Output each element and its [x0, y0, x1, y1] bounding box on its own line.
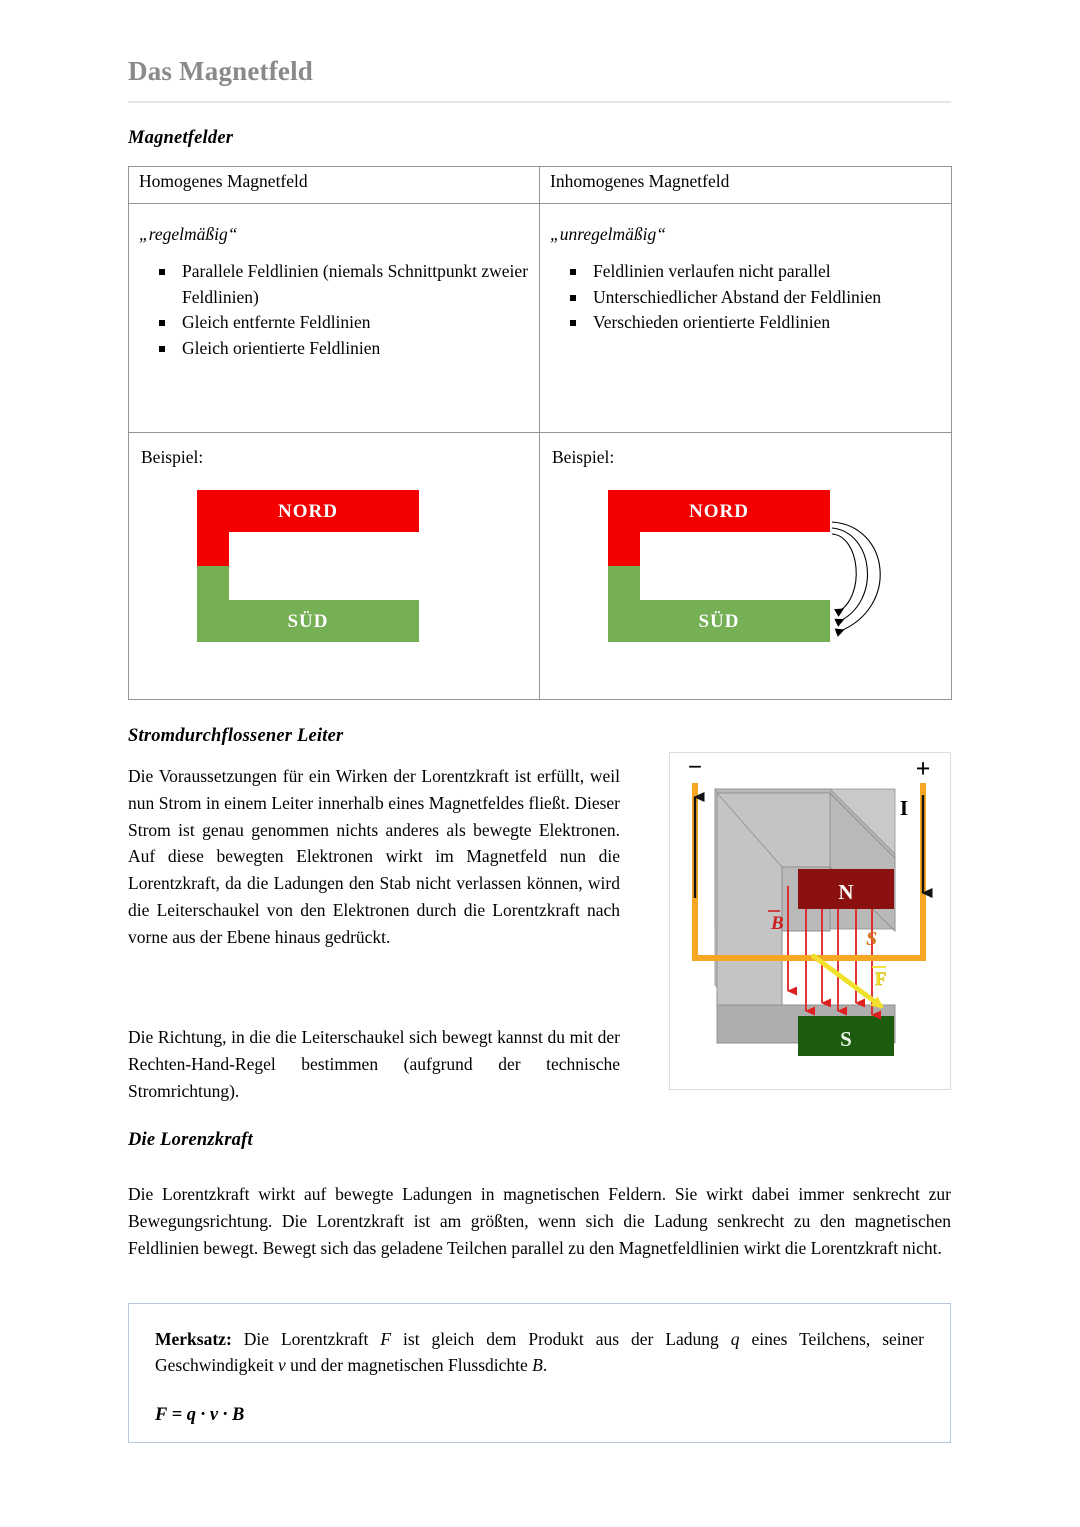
merksatz-text: [155, 1326, 924, 1379]
lorentz-formula: F = q · v · B: [155, 1404, 245, 1425]
magnet-spine-north: [197, 532, 229, 566]
cell-inhomogen-properties: [540, 204, 952, 433]
south-pole-label: S: [840, 1027, 852, 1051]
cell-inhomogen-example: [540, 433, 952, 700]
magnet-north-arm: NORD: [197, 490, 419, 532]
symbol-v: v: [277, 1355, 286, 1376]
table-row-headers: [129, 167, 952, 204]
list-item: Parallele Feldlinien (niemals Schnittpunkt zweier Feldlinien): [157, 259, 539, 310]
magnet-spine-south: [608, 566, 640, 600]
force-label: F: [875, 969, 887, 990]
positive-terminal-label: +: [915, 754, 931, 783]
section-heading-magnetfelder: Magnetfelder: [128, 128, 234, 148]
b-field-label: B: [771, 913, 784, 934]
example-label-homogen: Beispiel:: [141, 447, 204, 467]
list-item: Gleich entfernte Feldlinien: [157, 310, 539, 336]
list-item: Verschieden orientierte Feldlinien: [568, 310, 951, 336]
horseshoe-magnet-homogen: [197, 490, 539, 642]
south-pole-magnet: [798, 1016, 894, 1056]
horseshoe-magnet-inhomogen: [608, 490, 951, 642]
field-line-icon: [832, 528, 867, 622]
magnet-north-arm: NORD: [608, 490, 830, 532]
field-line-icon: [832, 534, 856, 612]
symbol-q: q: [730, 1329, 740, 1349]
cell-homogen-example: [129, 433, 540, 700]
section-heading-lorenzkraft: Die Lorenzkraft: [128, 1130, 253, 1150]
lorentz-force-figure: [669, 752, 951, 1090]
section-heading-stromdurchflossener-leiter: Stromdurchflossener Leiter: [128, 726, 344, 746]
quote-regelmaessig: „regelmäßig“: [139, 224, 238, 244]
table-row-examples: [129, 433, 952, 700]
magnet-spine-south: [197, 566, 229, 600]
lorentz-force-diagram: [670, 753, 950, 1089]
magnet-holder-block: [715, 789, 895, 1043]
negative-terminal-label: −: [687, 754, 703, 781]
list-item: Gleich orientierte Feldlinien: [157, 336, 539, 362]
page-title: Das Magnetfeld: [128, 56, 314, 86]
field-lines-group: [826, 486, 936, 651]
merksatz-part-1: Die Lorentzkraft: [231, 1329, 381, 1349]
paragraph-lorenzkraft: Die Lorentzkraft wirkt auf bewegte Ladungen in magnetischen Feldern. Sie wirkt dabei immer senkrecht zur Bewegungsrichtung. Die Lorentzkraft ist am größten, wenn sich die Ladung senkrecht zu den magnetischen Feldlinien bewegt. Bewegt sich das geladene Teilchen parallel zu den Magnetfeldlinien wirkt die Lorentzkraft nicht.: [128, 1184, 951, 1258]
paragraph-leiter-1: Die Voraussetzungen für ein Wirken der Lorentzkraft ist erfüllt, weil nun Strom in einem Leiter innerhalb eines Magnetfeldes fließt. Dieser Strom ist genau genommen nichts anderes als bewegte Elektronen. Auf diese bewegten Elektronen wirkt im Magnetfeld nun die Lorentzkraft, da die Ladungen den Stab nicht verlassen können, wird die Leiterschaukel von den Elektronen durch die Lorentzkraft nach vorne aus der Ebene hinaus gedrückt.: [128, 766, 620, 947]
north-pole-magnet: [798, 869, 894, 909]
table-header-homogen: Homogenes Magnetfeld: [129, 167, 540, 204]
merksatz-part-4: und der magnetischen Flussdichte: [285, 1355, 533, 1376]
table-header-inhomogen: Inhomogenes Magnetfeld: [540, 167, 952, 204]
merksatz-label: Merksatz:: [155, 1329, 232, 1349]
current-label: I: [899, 796, 909, 820]
table-row-properties: [129, 204, 952, 433]
example-label-inhomogen: Beispiel:: [552, 447, 615, 467]
list-item: Unterschiedlicher Abstand der Feldlinien: [568, 285, 951, 311]
quote-unregelmaessig: „unregelmäßig“: [550, 224, 667, 244]
magnetfelder-comparison-table: [128, 166, 952, 700]
merksatz-part-3: eines Teilchens, seiner Geschwindigkeit: [155, 1329, 925, 1376]
cell-homogen-properties: [129, 204, 540, 433]
paragraph-leiter-2: Die Richtung, in die die Leiterschaukel sich bewegt kannst du mit der Rechten-Hand-Regel bestimmen (aufgrund der technische Stromrichtung).: [128, 1027, 620, 1101]
symbol-f: F: [380, 1329, 392, 1349]
title-divider: [128, 101, 951, 103]
merksatz-part-5: .: [542, 1355, 548, 1376]
magnet-spine-north: [608, 532, 640, 566]
magnet-south-arm: SÜD: [197, 600, 419, 642]
north-pole-label: N: [838, 880, 854, 904]
rod-label: S: [866, 928, 878, 950]
list-item: Feldlinien verlaufen nicht parallel: [568, 259, 951, 285]
bullet-list-homogen: [139, 259, 539, 362]
merksatz-part-2: ist gleich dem Produkt aus der Ladung: [391, 1329, 731, 1349]
magnet-south-arm: SÜD: [608, 600, 830, 642]
symbol-b: B: [532, 1355, 543, 1376]
bullet-list-inhomogen: [550, 259, 951, 336]
merksatz-box: [128, 1303, 951, 1443]
